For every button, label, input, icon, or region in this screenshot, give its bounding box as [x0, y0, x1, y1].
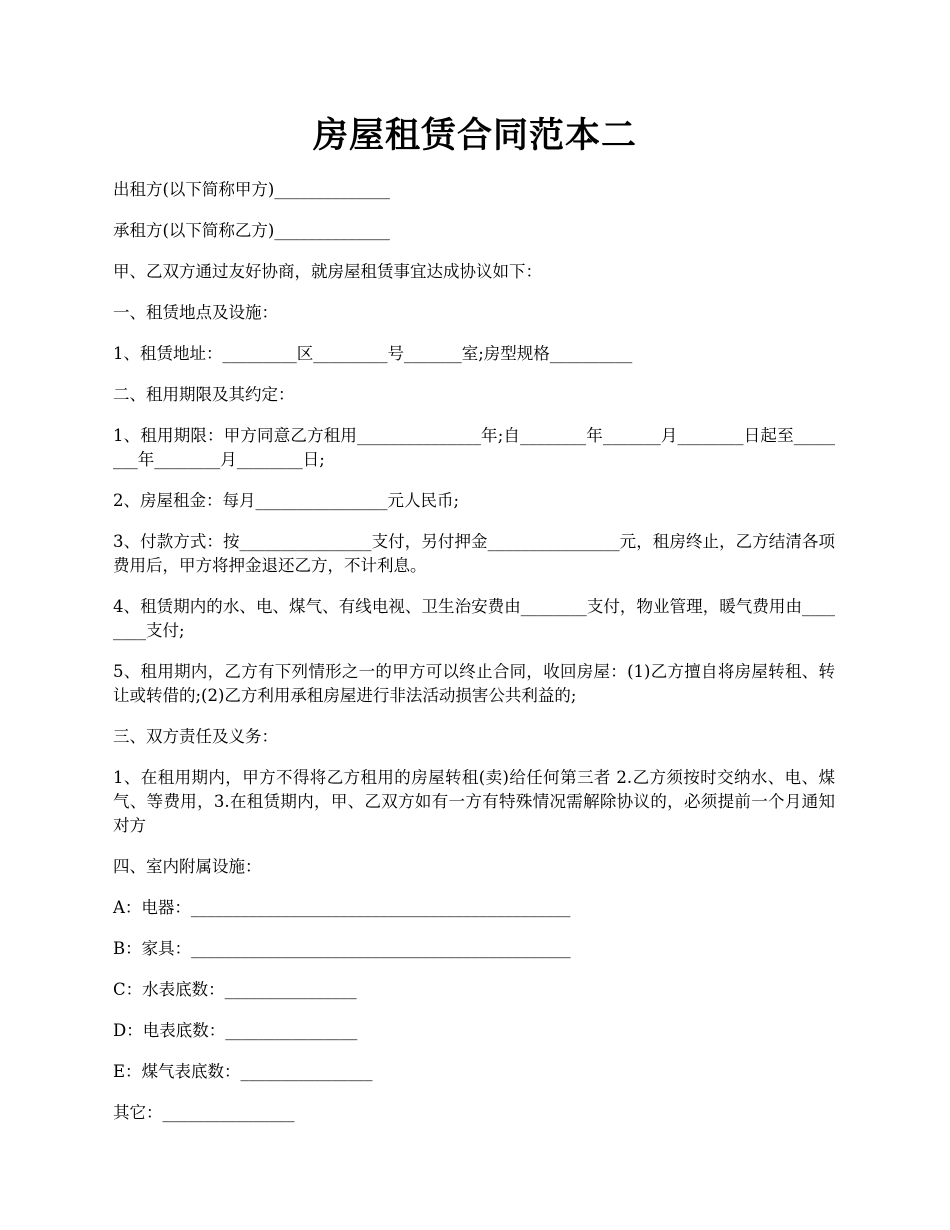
facility-gas-meter: E：煤气表底数：________________ [113, 1062, 373, 1081]
clause-term: 1、租用期限：甲方同意乙方租用_______________年;自________年_______月________日起至________年________月________日; [113, 426, 835, 469]
facility-other: 其它：________________ [113, 1103, 295, 1122]
section-heading-facilities: 四、室内附属设施： [113, 857, 262, 876]
clause-address: 1、租赁地址：_________区_________号_______室;房型规格__________ [113, 344, 633, 363]
section-heading-location: 一、租赁地点及设施： [113, 303, 278, 322]
clause-termination: 5、租用期内，乙方有下列情形之一的甲方可以终止合同，收回房屋：(1)乙方擅自将房屋转租、转让或转借的;(2)乙方利用承租房屋进行非法活动损害公共利益的; [113, 662, 835, 705]
clause-duties: 1、在租用期内，甲方不得将乙方租用的房屋转租(卖)给任何第三者 2.乙方须按时交纳水、电、煤气、等费用，3.在租赁期内，甲、乙双方如有一方有特殊情况需解除协议的，必须提前一个月通知对方 [113, 768, 835, 835]
lessor-line: 出租方(以下简称甲方)______________ [113, 180, 390, 199]
section-heading-duties: 三、双方责任及义务： [113, 727, 278, 746]
document-body [113, 178, 835, 1142]
facility-electric-meter: D：电表底数：________________ [113, 1021, 358, 1040]
section-heading-term: 二、租用期限及其约定： [113, 385, 295, 404]
facility-water-meter: C：水表底数：________________ [113, 980, 357, 999]
lessee-line: 承租方(以下简称乙方)______________ [113, 221, 390, 240]
agreement-intro: 甲、乙双方通过友好协商，就房屋租赁事宜达成协议如下： [113, 262, 542, 281]
clause-rent: 2、房屋租金：每月________________元人民币; [113, 491, 460, 510]
facility-appliances: A：电器：______________________________________________ [113, 898, 571, 917]
clause-payment: 3、付款方式：按________________支付，另付押金________________元，租房终止，乙方结清各项费用后，甲方将押金退还乙方，不计利息。 [113, 532, 835, 575]
clause-utilities: 4、租赁期内的水、电、煤气、有线电视、卫生治安费由________支付，物业管理，暖气费用由________支付; [113, 597, 835, 640]
document-title: 房屋租赁合同范本二 [312, 116, 637, 156]
facility-furniture: B：家具：______________________________________________ [113, 939, 571, 958]
